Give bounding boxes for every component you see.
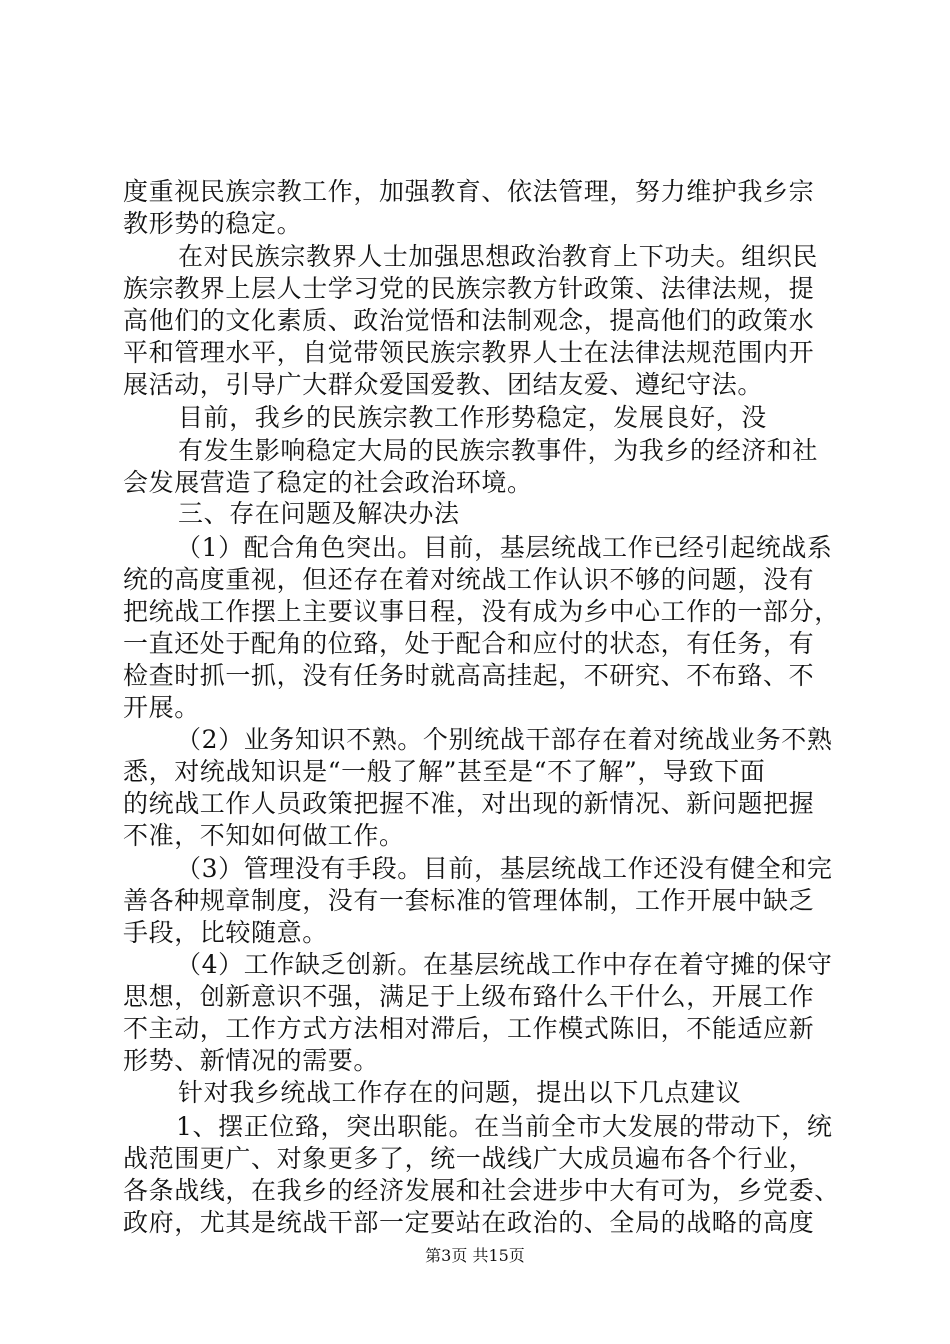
paragraph-line: 不准，不知如何做工作。 xyxy=(123,821,405,850)
section-heading: 三、存在问题及解决办法 xyxy=(178,499,460,528)
paragraph-line: 的统战工作人员政策把握不准，对出现的新情况、新问题把握 xyxy=(123,789,815,818)
paragraph-line: 把统战工作摆上主要议事日程，没有成为乡中心工作的一部分， xyxy=(123,597,840,626)
paragraph-line: 开展。 xyxy=(123,693,200,722)
paragraph-line: 形势、新情况的需要。 xyxy=(123,1046,380,1075)
page-footer: 第3页 共15页 xyxy=(425,1246,525,1265)
paragraph-line: 思想，创新意识不强，满足于上级布臵什么干什么，开展工作 xyxy=(123,982,815,1011)
paragraph-line: 族宗教界上层人士学习党的民族宗教方针政策、法律法规，提 xyxy=(123,274,815,303)
paragraph-line: 展活动，引导广大群众爱国爱教、团结友爱、遵纪守法。 xyxy=(123,370,764,399)
paragraph-line: 平和管理水平，自觉带领民族宗教界人士在法律法规范围内开 xyxy=(123,338,815,367)
paragraph-line: 善各种规章制度，没有一套标准的管理体制，工作开展中缺乏 xyxy=(123,886,815,915)
paragraph-line: 检查时抓一抓，没有任务时就高高挂起，不研究、不布臵、不 xyxy=(123,661,815,690)
paragraph-line: 各条战线，在我乡的经济发展和社会进步中大有可为，乡党委、 xyxy=(123,1176,840,1205)
paragraph-line: 在对民族宗教界人士加强思想政治教育上下功夫。组织民 xyxy=(178,242,819,271)
paragraph-line: 不主动，工作方式方法相对滞后，工作模式陈旧，不能适应新 xyxy=(123,1014,815,1043)
paragraph-line: 统的高度重视，但还存在着对统战工作认识不够的问题，没有 xyxy=(123,565,815,594)
paragraph-line: 政府，尤其是统战干部一定要站在政治的、全局的战略的高度 xyxy=(123,1208,815,1237)
paragraph-line: 悉，对统战知识是“一般了解”甚至是“不了解”，导致下面 xyxy=(123,757,766,786)
paragraph-line: （3）管理没有手段。目前，基层统战工作还没有健全和完 xyxy=(176,854,833,883)
paragraph-line: （2）业务知识不熟。个别统战干部存在着对统战业务不熟 xyxy=(176,725,833,754)
paragraph-line: 手段，比较随意。 xyxy=(123,918,328,947)
paragraph-line: 会发展营造了稳定的社会政治环境。 xyxy=(123,468,533,497)
paragraph-line: 1、摆正位臵，突出职能。在当前全市大发展的带动下，统 xyxy=(176,1112,833,1141)
paragraph-line: 度重视民族宗教工作，加强教育、依法管理，努力维护我乡宗 xyxy=(123,177,815,206)
paragraph-line: （1）配合角色突出。目前，基层统战工作已经引起统战系 xyxy=(176,533,833,562)
paragraph-line: （4）工作缺乏创新。在基层统战工作中存在着守摊的保守 xyxy=(176,950,833,979)
paragraph-line: 战范围更广、对象更多了，统一战线广大成员遍布各个行业， xyxy=(123,1144,815,1173)
paragraph-line: 针对我乡统战工作存在的问题，提出以下几点建议 xyxy=(178,1078,742,1107)
paragraph-line: 一直还处于配角的位臵，处于配合和应付的状态，有任务，有 xyxy=(123,629,815,658)
paragraph-line: 有发生影响稳定大局的民族宗教事件，为我乡的经济和社 xyxy=(178,436,819,465)
paragraph-line: 高他们的文化素质、政治觉悟和法制观念，提高他们的政策水 xyxy=(123,306,815,335)
paragraph-line: 目前，我乡的民族宗教工作形势稳定，发展良好，没 xyxy=(178,403,767,432)
paragraph-line: 教形势的稳定。 xyxy=(123,209,303,238)
